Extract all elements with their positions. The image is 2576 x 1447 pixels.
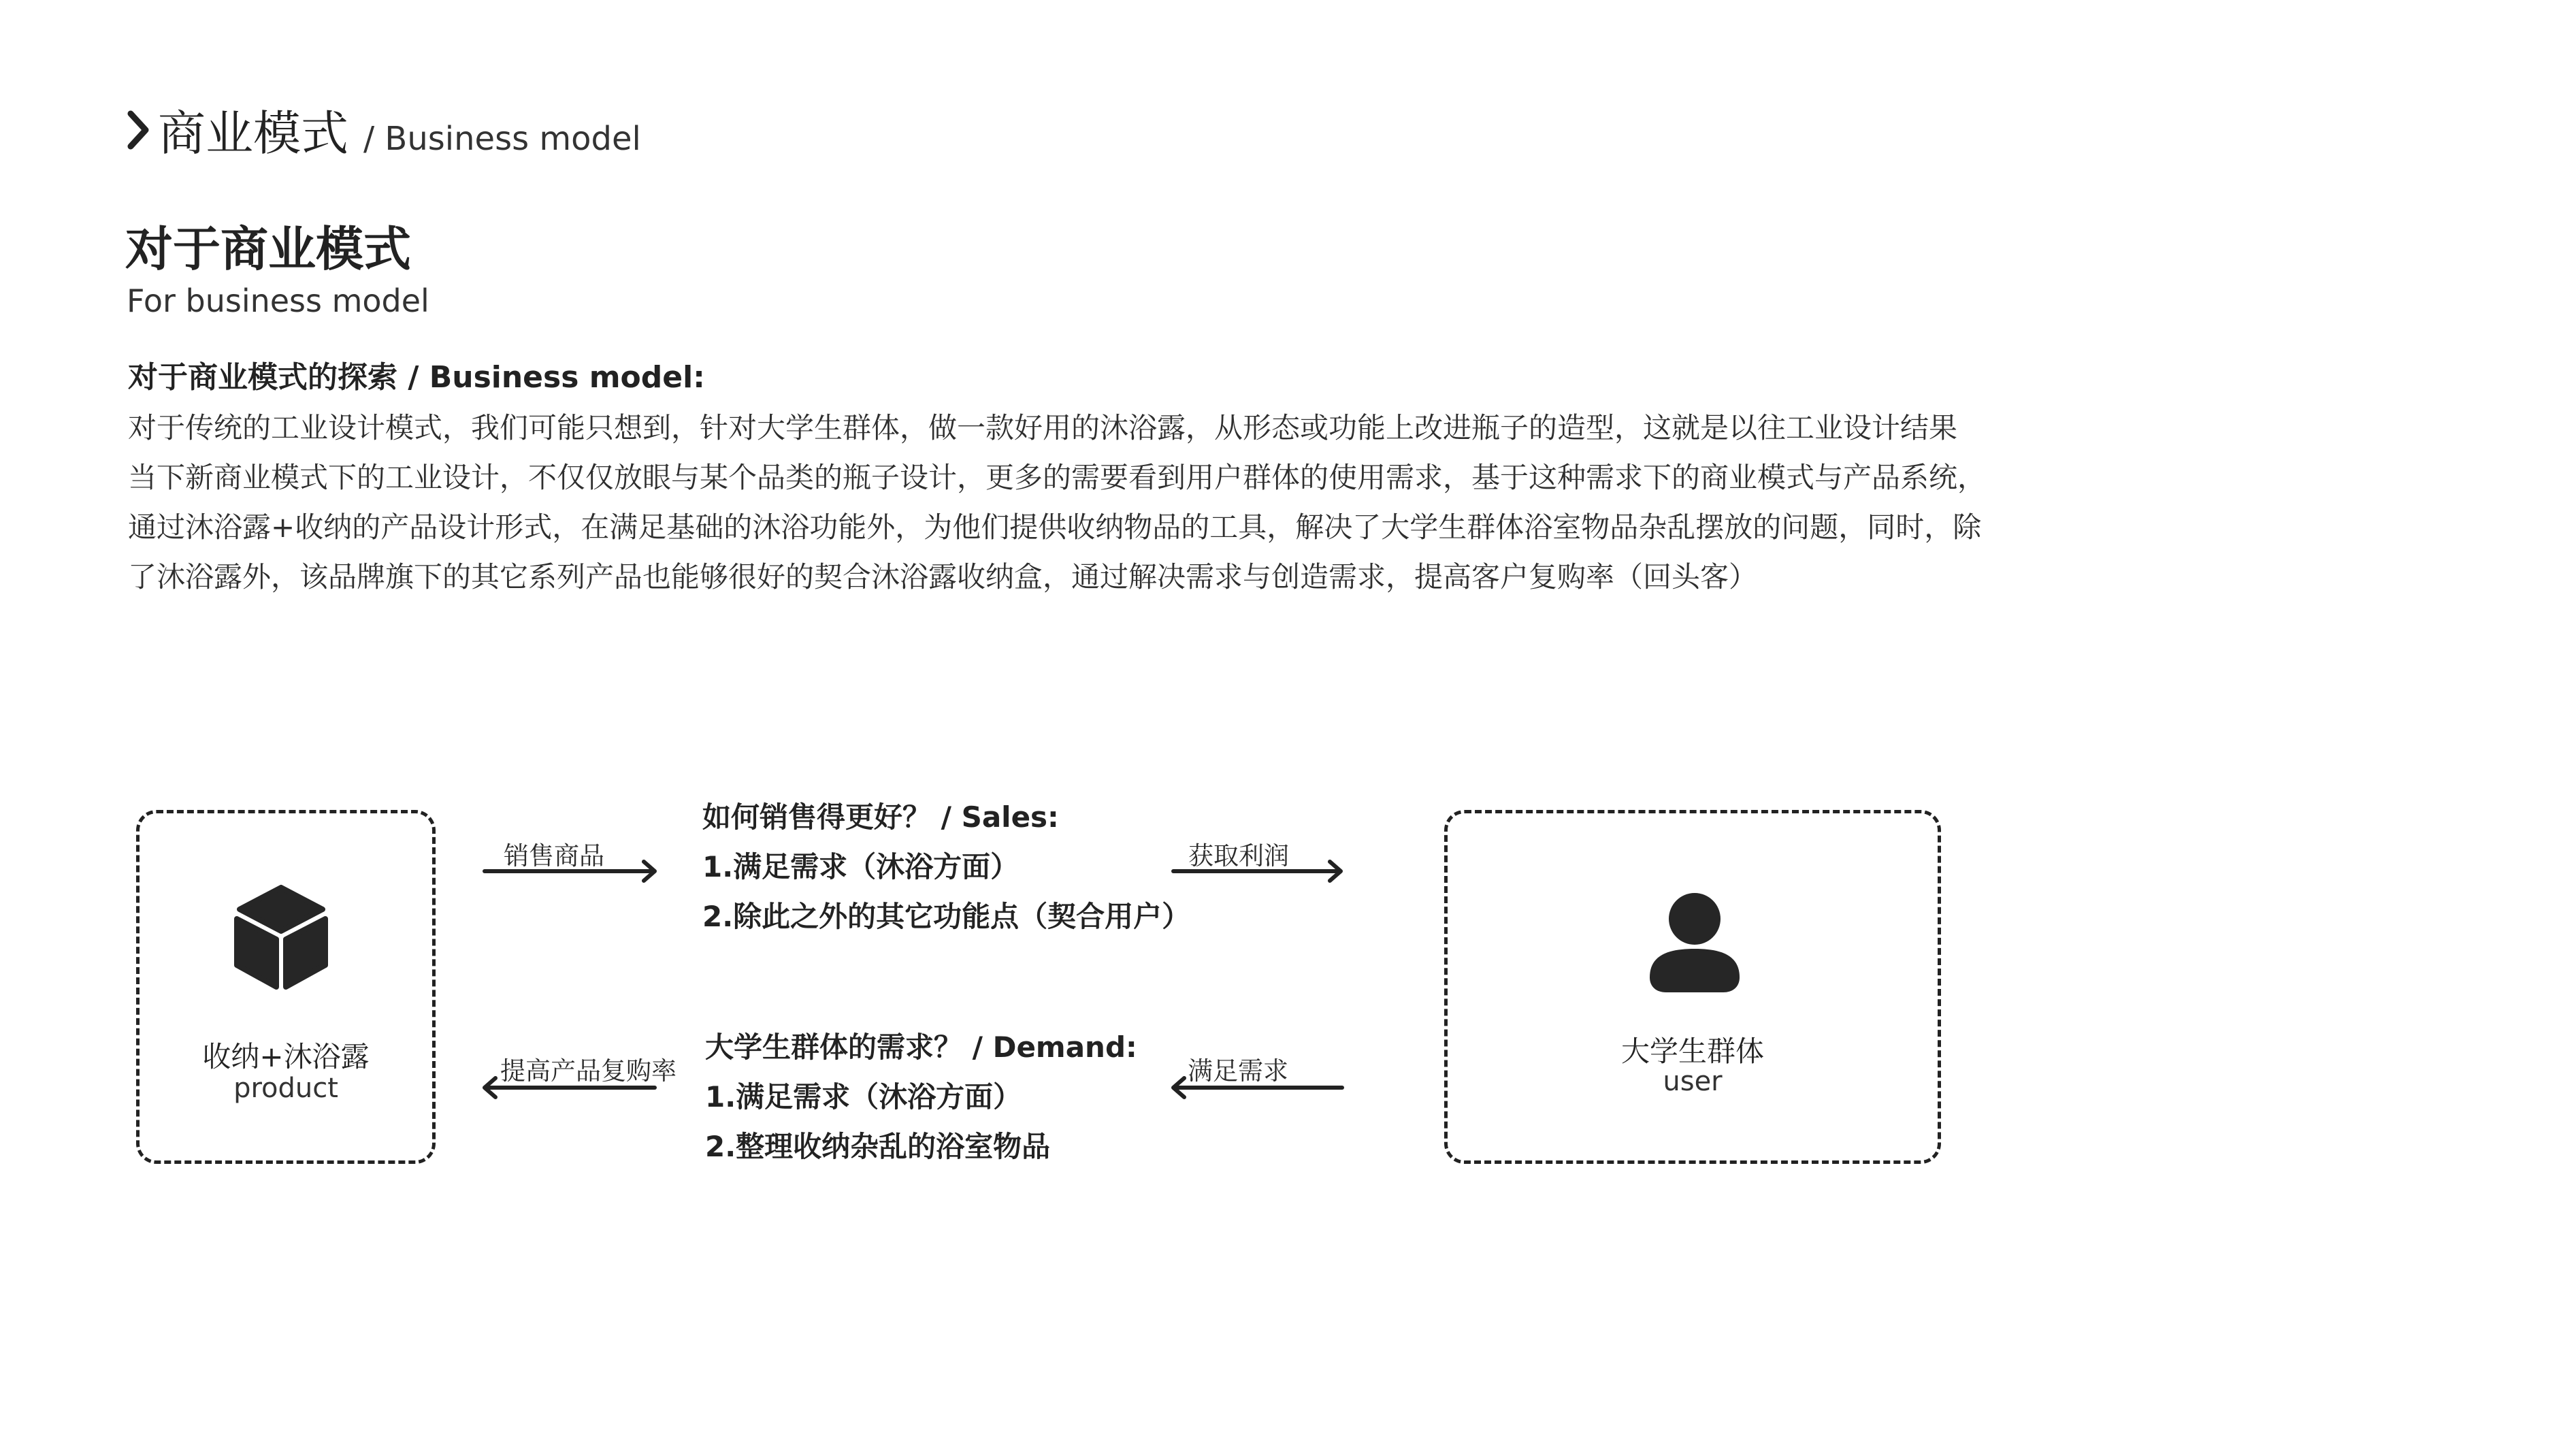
sales-item: 1.满足需求（沐浴方面） [702,850,1020,883]
user-label-en: user [1663,1066,1723,1097]
body-title: 对于商业模式的探索 / Business model: [128,360,705,395]
body-text [128,353,2142,602]
arrow-right-icon [1172,858,1346,885]
demand-title: 大学生群体的需求？ / Demand: [705,1030,1137,1064]
sales-block [702,792,1190,941]
page-subtitle: For business model [127,282,429,319]
user-icon [1647,892,1742,994]
body-line: 对于传统的工业设计模式，我们可能只想到，针对大学生群体，做一款好用的沐浴露，从形态或功能上改进瓶子的造型，这就是以往工业设计结果 [128,411,1958,444]
arrow-left-icon [1169,1074,1345,1101]
section-title: 商业模式 [158,105,348,161]
arrow-left-icon [480,1074,657,1101]
product-label-en: product [233,1073,338,1104]
cube-icon [231,885,331,990]
body-line: 当下新商业模式下的工业设计，不仅仅放眼与某个品类的瓶子设计，更多的需要看到用户群体的使用需求，基于这种需求下的商业模式与产品系统， [128,461,1987,494]
demand-block [705,1022,1137,1171]
arrow-label-repurchase: 提高产品复购率 [500,1056,676,1086]
sales-item: 2.除此之外的其它功能点（契合用户） [702,900,1191,933]
sales-title: 如何销售得更好？ / Sales: [702,800,1059,834]
page-title: 对于商业模式 [125,221,411,277]
section-subtitle: / Business model [363,120,641,158]
arrow-label-profit: 获取利润 [1188,841,1289,871]
demand-item: 2.整理收纳杂乱的浴室物品 [705,1130,1051,1163]
body-line: 通过沐浴露+收纳的产品设计形式，在满足基础的沐浴功能外，为他们提供收纳物品的工具，解决了大学生群体浴室物品杂乱摆放的问题，同时，除 [128,510,1982,544]
arrow-label-sell: 销售商品 [504,841,604,871]
arrow-label-satisfy: 满足需求 [1188,1056,1288,1086]
chevron-right-icon [127,108,151,152]
body-line: 了沐浴露外，该品牌旗下的其它系列产品也能够很好的契合沐浴露收纳盒，通过解决需求与创造需求，提高客户复购率（回头客） [128,560,1758,594]
arrow-right-icon [483,858,660,885]
user-label: 大学生群体 [1620,1035,1764,1068]
demand-item: 1.满足需求（沐浴方面） [705,1080,1022,1113]
product-label: 收纳+沐浴露 [202,1040,370,1073]
section-header [127,95,641,164]
